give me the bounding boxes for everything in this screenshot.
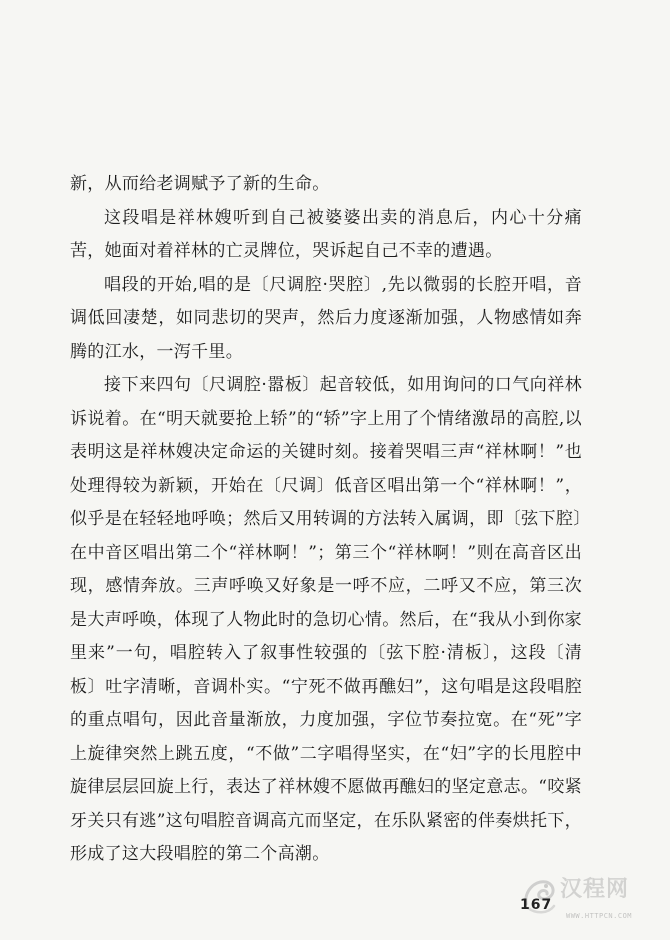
body-text bbox=[70, 168, 582, 872]
watermark-url: WWW.HTTPCN.COM bbox=[566, 912, 633, 920]
paragraph-continuation: 新，从而给老调赋予了新的生命。 bbox=[70, 174, 330, 194]
paragraph: 接下来四句〔尺调腔·嚣板〕起音较低，如用询问的口气向祥林诉说着。在“明天就要抢上轿”的“轿”字上用了个情绪激昂的高腔,以表明这是祥林嫂决定命运的关键时刻。接着哭唱三声“祥林啊！”也处理得较为新颖，开始在〔尺调〕低音区唱出第一个“祥林啊！”，似乎是在轻轻地呼唤；然后又用转调的方法转入属调，即〔弦下腔〕在中音区唱出第二个“祥林啊！”；第三个“祥林啊！”则在高音区出现，感情奔放。三声呼唤又好象是一呼不应，二呼又不应，第三次是大声呼唤，体现了人物此时的急切心情。然后，在“我从小到你家里来”一句，唱腔转入了叙事性较强的〔弦下腔·清板〕，这段〔清板〕吐字清晰，音调朴实。“宁死不做再醮妇”，这句唱是这段唱腔的重点唱句，因此音量渐放，力度加强，字位节奏拉宽。在“死”字上旋律突然上跳五度，“不做”二字唱得坚实，在“妇”字的长甩腔中旋律层层回旋上行，表达了祥林嫂不愿做再醮妇的坚定意志。“咬紧牙关只有逃”这句唱腔音调高亢而坚定，在乐队紧密的伴奏烘托下，形成了这大段唱腔的第二个高潮。 bbox=[70, 375, 582, 864]
paragraph: 这段唱是祥林嫂听到自己被婆婆出卖的消息后，内心十分痛苦，她面对着祥林的亡灵牌位，哭诉起自己不幸的遭遇。 bbox=[70, 207, 582, 261]
page-number: 167 bbox=[520, 897, 553, 913]
paragraph: 唱段的开始,唱的是〔尺调腔·哭腔〕,先以微弱的长腔开唱，音调低回凄楚，如同悲切的哭声，然后力度逐渐加强，人物感情如奔腾的江水，一泻千里。 bbox=[70, 274, 582, 362]
watermark-text: 汉程网 bbox=[560, 877, 630, 902]
